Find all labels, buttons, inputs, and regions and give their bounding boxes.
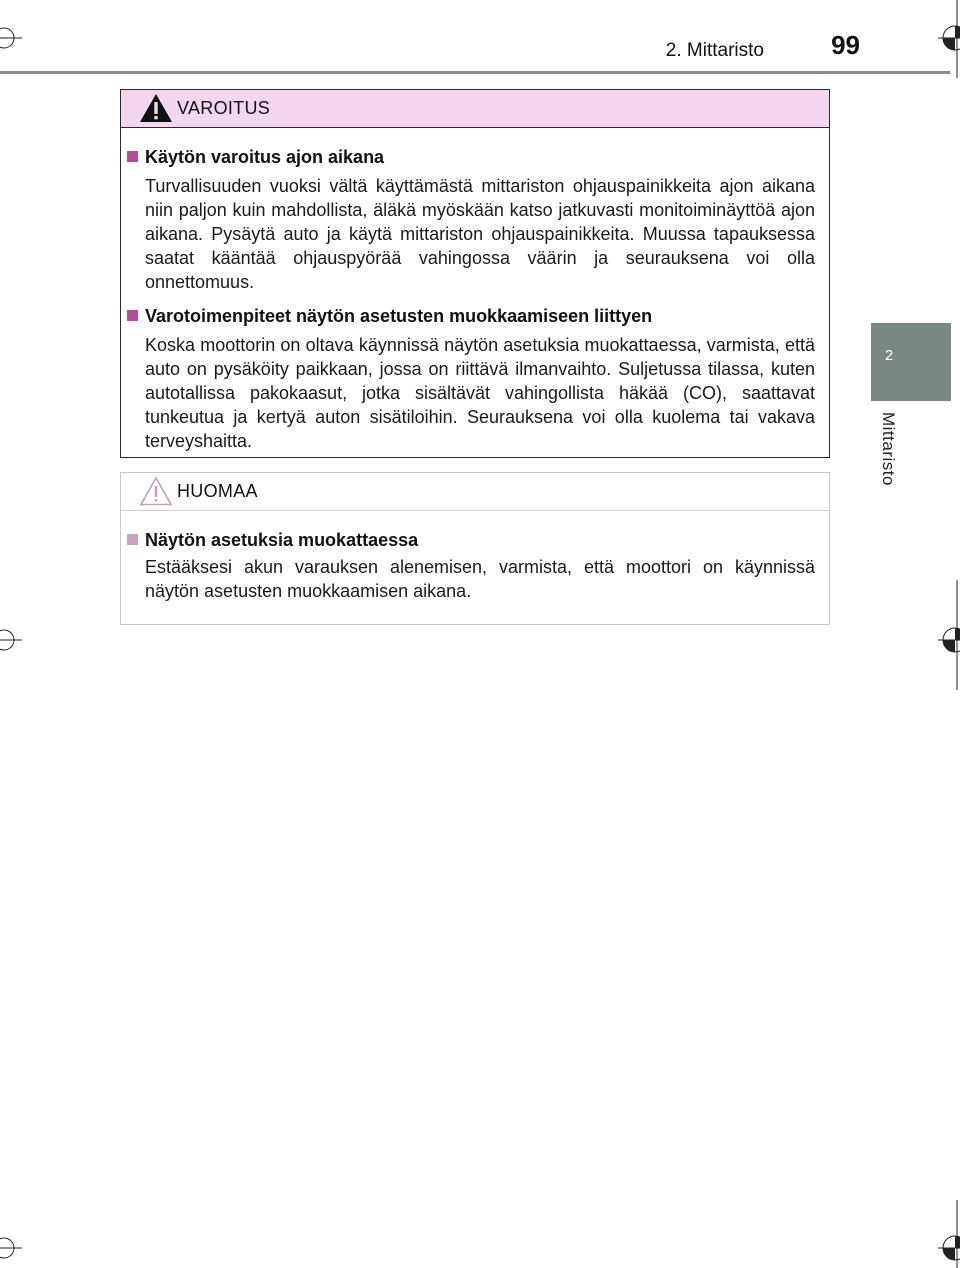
chapter-number: 2 [884, 347, 894, 364]
warning-triangle-outline-icon [139, 476, 173, 506]
warning-content [121, 128, 829, 453]
warning-item-title: Varotoimenpiteet näytön asetusten muokkaamiseen liittyen [145, 306, 653, 326]
warning-title: VAROITUS [177, 98, 271, 118]
warning-item-title: Käytön varoitus ajon aikana [145, 147, 385, 167]
square-bullet-icon [127, 534, 138, 545]
square-bullet-icon [127, 310, 138, 321]
warning-box-header [121, 90, 829, 128]
header-divider [0, 71, 950, 74]
warning-item-text: Koska moottorin on oltava käynnissä näytön asetuksia muokattaessa, varmista, että auto on pysäköity paikkaan, jossa on riittävä ilmanvaihto. Suljetussa tilassa, kuten autotallissa pakokaasut, jotka sisältävät vahingollista häkää (CO), saattavat tunkeutua ja kertyä auton sisätiloihin. Seurauksena voi olla kuolema tai vakava terveyshaitta. [145, 335, 815, 451]
notice-title: HUOMAA [177, 481, 258, 501]
warning-item [121, 146, 829, 294]
warning-item-text: Turvallisuuden vuoksi vältä käyttämästä mittariston ohjauspainikkeita ajon aikana niin paljon kuin mahdollista, äläkä myöskään katso jatkuvasti monitoiminäyttöä ajon aikana. Pysäytä auto ja käytä mittariston ohjauspainikkeita. Muussa tapauksessa saatat kääntää ohjauspyörää vahingossa väärin ja seurauksena voi olla onnettomuus. [145, 176, 815, 292]
notice-item-text: Estääksesi akun varauksen alenemisen, varmista, että moottori on käynnissä näytön asetusten muokkaamisen aikana. [145, 557, 815, 601]
square-bullet-icon [127, 151, 138, 162]
page-number: 99 [831, 30, 860, 60]
warning-item [121, 305, 829, 453]
section-title: 2. Mittaristo [665, 40, 764, 61]
chapter-tab[interactable] [871, 323, 951, 401]
notice-box [120, 472, 830, 625]
notice-item-title: Näytön asetuksia muokattaessa [145, 530, 419, 550]
chapter-label: Mittaristo [879, 412, 898, 486]
notice-box-header [121, 473, 829, 511]
warning-box [120, 89, 830, 458]
notice-content [121, 511, 829, 603]
warning-triangle-filled-icon [139, 93, 173, 123]
notice-item [121, 529, 829, 603]
